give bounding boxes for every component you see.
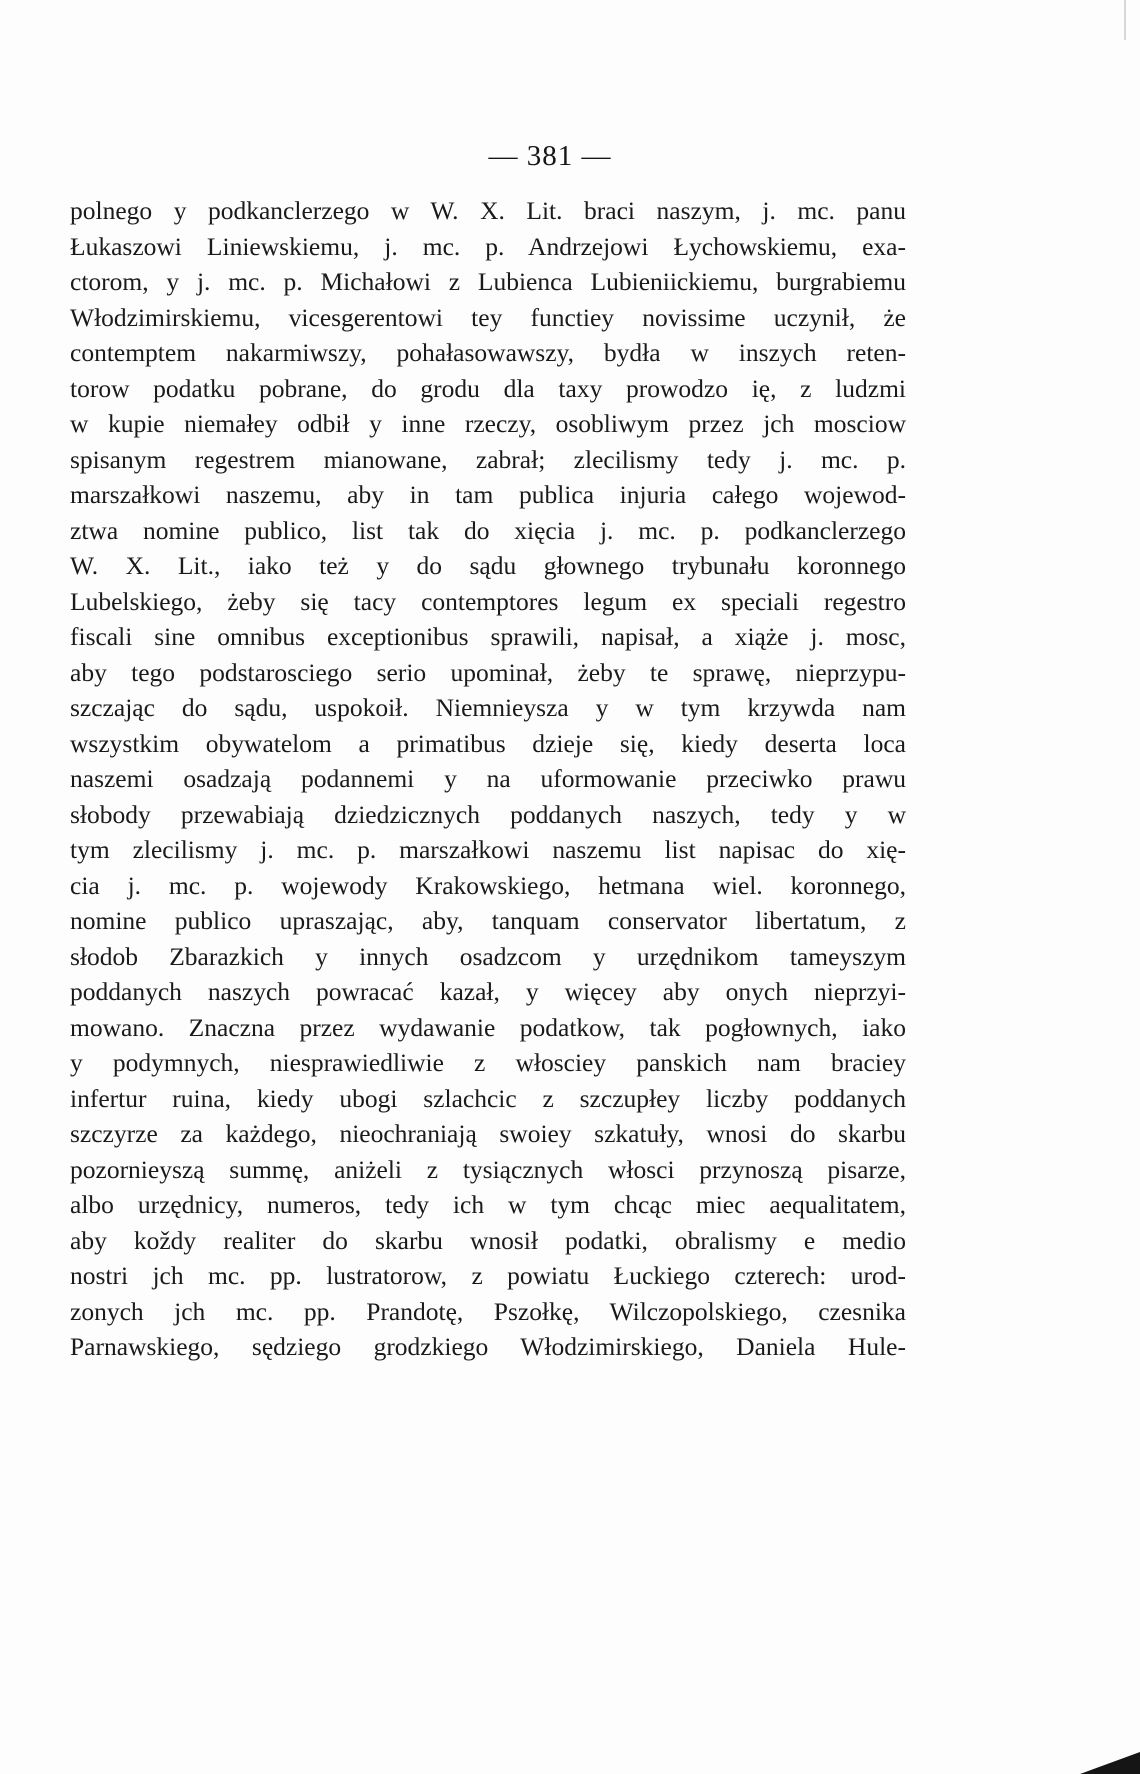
text-line: infertur ruina, kiedy ubogi szlachcic z szczupłey liczby poddanych [70,1083,906,1113]
text-line: szczyrze za każdego, nieochraniają swoiey szkatuły, wnosi do skarbu [70,1119,906,1148]
text-line: Parnawskiego, sędziego grodzkiego Włodzimirskiego, Daniela Hule- [70,1332,906,1361]
text-line: szczając do sądu, uspokoił. Niemnieysza y w tym krzywda nam [70,693,906,722]
text-line: nomine publico upraszając, aby, tanquam conservator libertatum, z [70,906,906,935]
text-line: Łukaszowi Liniewskiemu, j. mc. p. Andrzejowi Łychowskiemu, exa- [70,231,906,261]
text-line: słobody przewabiają dziedzicznych poddanych naszych, tedy y w [70,799,906,829]
text-line: zonych jch mc. pp. Prandotę, Pszołkę, Wilczopolskiego, czesnika [70,1296,906,1326]
text-line: w kupie niemałey odbił y inne rzeczy, osobliwym przez jch mosciow [70,409,906,438]
text-line: ztwa nomine publico, list tak do xięcia j. mc. p. podkanclerzego [70,515,906,545]
page-number: — 381 — [488,140,612,172]
text-line: Włodzimirskiemu, vicesgerentowi tey functiey novissime uczynił, że [70,302,906,332]
text-line: poddanych naszych powracać kazał, y więcey aby onych nieprzyi- [70,977,906,1006]
text-line: marszałkowi naszemu, aby in tam publica injuria całego wojewod- [70,480,906,509]
text-line: y podymnych, niesprawiedliwie z włosciey panskich nam braciey [70,1048,906,1077]
text-line: aby tego podstarosciego serio upominał, żeby te sprawę, nieprzypu- [70,657,906,687]
text-line: albo urzędnicy, numeros, tedy ich w tym chcąc miec aequalitatem, [70,1190,906,1219]
body-text [70,193,906,1365]
scan-edge-mark [1124,0,1126,40]
text-line: wszystkim obywatelom a primatibus dzieje się, kiedy deserta loca [70,728,906,758]
text-line: fiscali sine omnibus exceptionibus sprawili, napisał, a xiąże j. mosc, [70,622,906,651]
text-line: aby koždy realiter do skarbu wnosił podatki, obralismy e medio [70,1225,906,1255]
text-line: spisanym regestrem mianowane, zabrał; zlecilismy tedy j. mc. p. [70,444,906,474]
text-line: polnego y podkanclerzego w W. X. Lit. braci naszym, j. mc. panu [70,196,906,225]
text-line: ctorom, y j. mc. p. Michałowi z Lubienca Lubieniickiemu, burgrabiemu [70,267,906,296]
text-line: W. X. Lit., iako też y do sądu głownego trybunału koronnego [70,551,906,580]
text-line: mowano. Znaczna przez wydawanie podatkow, tak pogłownych, iako [70,1012,906,1042]
scan-corner-mark [1080,1752,1140,1774]
text-line: contemptem nakarmiwszy, pohałasowawszy, bydła w inszych reten- [70,338,906,367]
text-line: cia j. mc. p. wojewody Krakowskiego, hetmana wiel. koronnego, [70,870,906,900]
text-line: tym zlecilismy j. mc. p. marszałkowi naszemu list napisac do xię- [70,835,906,864]
text-line: pozornieyszą summę, aniżeli z tysiącznych włosci przynoszą pisarze, [70,1154,906,1184]
text-line: torow podatku pobrane, do grodu dla taxy prowodzo ię, z ludzmi [70,373,906,403]
text-line: naszemi osadzają podannemi y na uformowanie przeciwko prawu [70,764,906,793]
text-line: słodob Zbarazkich y innych osadzcom y urzędnikom tameyszym [70,941,906,971]
text-line: Lubelskiego, żeby się tacy contemptores legum ex speciali regestro [70,586,906,616]
text-line: nostri jch mc. pp. lustratorow, z powiatu Łuckiego czterech: urod- [70,1261,906,1290]
